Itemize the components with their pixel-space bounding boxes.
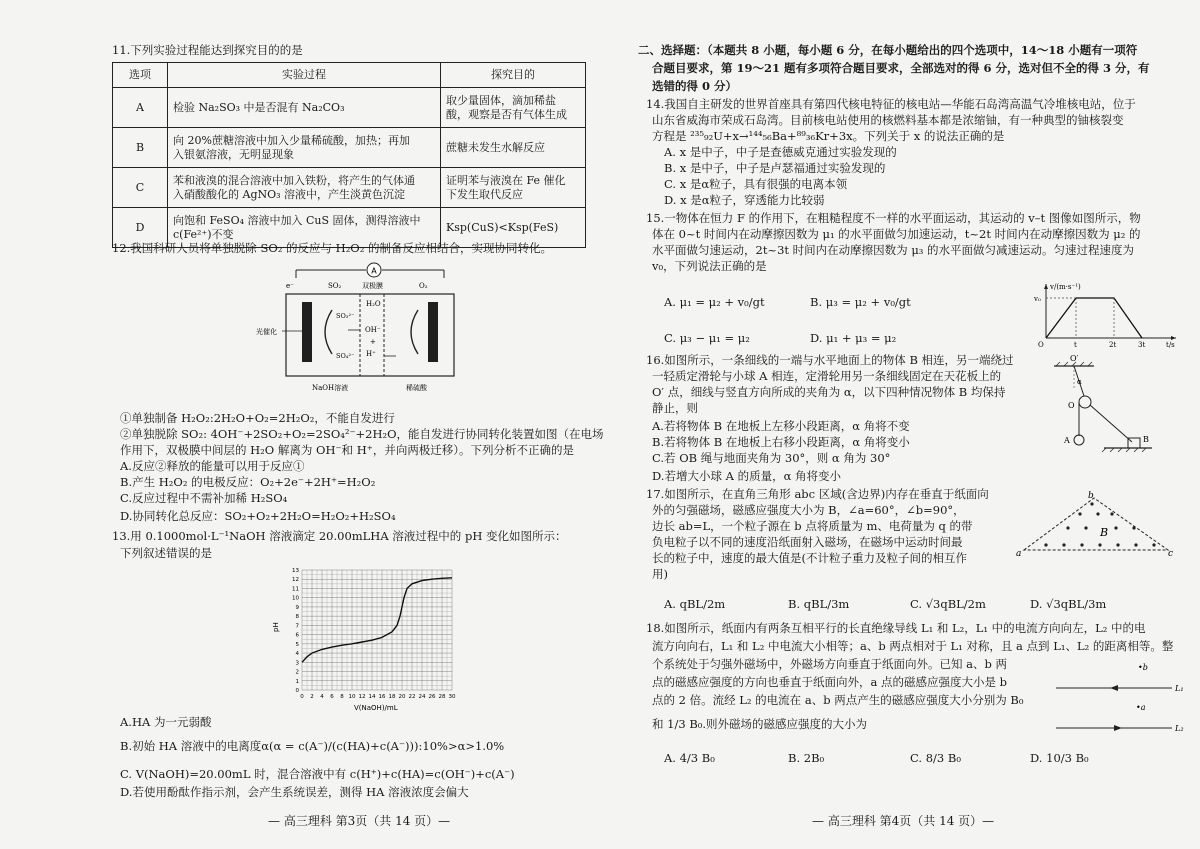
x-tick-label: 6 bbox=[330, 694, 334, 700]
cell-line: 酸，观察是否有气体生成 bbox=[446, 107, 567, 121]
table-header-row bbox=[113, 63, 586, 88]
x-tick-label: 28 bbox=[438, 694, 446, 700]
l1-label: L₁ bbox=[1175, 684, 1184, 693]
field-dot bbox=[1084, 526, 1087, 529]
q12-line-2: ②单独脱除 SO₂: 4OH⁻+2SO₂+O₂=2SO₄²⁻+2H₂O，能自发进行协同转化装置如图（在电场 bbox=[120, 427, 604, 441]
q15-option-b: B. μ₃ = μ₂ + v₀/gt bbox=[810, 295, 911, 309]
field-dot bbox=[1062, 543, 1065, 546]
cell-line: 下发生取代反应 bbox=[446, 187, 523, 201]
section-header-1: 二、选择题：（本题共 8 小题，每小题 6 分，在每小题给出的四个选项中，14～18 小题有一项符 bbox=[638, 43, 1138, 57]
cell-line: c(Fe²⁺)不变 bbox=[173, 227, 234, 241]
naoh-label: NaOH溶液 bbox=[312, 384, 349, 392]
q17-line-2: 外的匀强磁场，磁感应强度大小为 B，∠a=60°，∠b=90°， bbox=[652, 503, 965, 517]
x-tick-label: 18 bbox=[388, 694, 396, 700]
q16-line-3: O′ 点，细线与竖直方向所成的夹角为 α，以下四种情况物体 B 均保持 bbox=[652, 385, 1006, 399]
field-dots bbox=[1044, 502, 1155, 546]
q16-option-a: A.若将物体 B 在地板上左移小段距离，α 角将不变 bbox=[652, 419, 910, 433]
y-tick-label: 3 bbox=[295, 660, 299, 667]
table-row bbox=[113, 88, 586, 128]
q18-wires-diagram bbox=[1048, 660, 1188, 740]
field-dot bbox=[1066, 526, 1069, 529]
x-tick-label: 24 bbox=[418, 694, 426, 700]
field-dot bbox=[1078, 512, 1081, 515]
v-axis-label: v/(m·s⁻¹) bbox=[1050, 283, 1081, 291]
chart-grid bbox=[302, 570, 452, 690]
q13-option-d: D.若使用酚酞作指示剂，会产生系统误差，测得 HA 溶液浓度会偏大 bbox=[120, 785, 469, 799]
y-tick-label: 8 bbox=[295, 614, 299, 621]
left-electrode bbox=[302, 302, 312, 362]
q15-option-c: C. μ₃ − μ₁ = μ₂ bbox=[664, 331, 750, 345]
xlabel: V(NaOH)/mL bbox=[354, 704, 398, 712]
q12-title: 12.我国科研人员将单独脱除 SO₂ 的反应与 H₂O₂ 的制备反应相结合，实现协同转化。 bbox=[112, 241, 553, 255]
q15-line-1: 15.一物体在恒力 F 的作用下，在粗糙程度不一样的水平面运动，其运动的 v–t 图像如图所示，物 bbox=[646, 211, 1141, 225]
goal-cell bbox=[441, 128, 586, 168]
q18-option-b: B. 2B₀ bbox=[788, 751, 825, 765]
q13-option-c: C. V(NaOH)=20.00mL 时，混合溶液中有 c(H⁺)+c(HA)=c(OH⁻)+c(A⁻) bbox=[120, 767, 515, 781]
q16-option-c: C.若 OB 绳与地面夹角为 30°，则 α 角为 30° bbox=[652, 451, 891, 465]
q16-option-d: D.若增大小球 A 的质量，α 角将变小 bbox=[652, 469, 842, 483]
field-dot bbox=[1096, 512, 1099, 515]
right-electrode bbox=[428, 302, 438, 362]
o2-label: O₂ bbox=[419, 282, 428, 290]
y-tick-label: 1 bbox=[295, 678, 299, 685]
q13-titration-chart bbox=[272, 562, 472, 712]
hydroxide-label: OH⁻ bbox=[365, 326, 381, 334]
goal-cell bbox=[441, 88, 586, 128]
field-dot bbox=[1132, 526, 1135, 529]
q13-line-2: 下列叙述错误的是 bbox=[120, 546, 212, 560]
x-tick-label: 8 bbox=[340, 694, 344, 700]
q18-option-c: C. 8/3 B₀ bbox=[910, 751, 961, 765]
q12-option-a: A.反应②释放的能量可以用于反应① bbox=[120, 459, 305, 473]
triangle-abc bbox=[1024, 498, 1168, 550]
cell-line: 入银氨溶液，无明显现象 bbox=[173, 147, 294, 161]
footer-page-3: — 高三理科 第3页（共 14 页）— bbox=[268, 814, 451, 828]
q15-option-a: A. μ₁ = μ₂ + v₀/gt bbox=[664, 295, 765, 309]
section-header-3: 选错的得 0 分） bbox=[652, 79, 738, 93]
t2-label: 2t bbox=[1109, 341, 1117, 349]
field-dot bbox=[1098, 543, 1101, 546]
point-b-label: •b bbox=[1138, 663, 1148, 672]
origin-label: O bbox=[1038, 341, 1044, 349]
q13-option-b: B.初始 HA 溶液中的电离度α(α = c(A⁻)/(c(HA)+c(A⁻))):10%>α>1.0% bbox=[120, 739, 505, 753]
t-axis-label: t/s bbox=[1166, 341, 1175, 349]
membrane-label: 双极膜 bbox=[362, 282, 383, 290]
x-tick-label: 16 bbox=[378, 694, 386, 700]
q15-vt-graph bbox=[1032, 280, 1182, 350]
field-dot bbox=[1090, 502, 1093, 505]
q14-line-2: 山东省威海市荣成石岛湾。目前核电站使用的核燃料基本都是浓缩铀，有一种典型的铀核裂变 bbox=[652, 113, 1124, 127]
cell-line: 入硝酸酸化的 AgNO₃ 溶液中，产生淡黄色沉淀 bbox=[173, 187, 406, 201]
y-tick-label: 4 bbox=[295, 651, 299, 658]
table-row bbox=[113, 128, 586, 168]
q18-option-d: D. 10/3 B₀ bbox=[1030, 751, 1089, 765]
cell-line: 检验 Na₂SO₃ 中是否混有 Na₂CO₃ bbox=[173, 100, 345, 114]
q16-line-1: 16.如图所示，一条细线的一端与水平地面上的物体 B 相连，另一端绕过 bbox=[646, 353, 1014, 367]
footer-page-4: — 高三理科 第4页（共 14 页）— bbox=[812, 814, 995, 828]
q12-option-c: C.反应过程中不需补加稀 H₂SO₄ bbox=[120, 491, 288, 505]
field-dot bbox=[1116, 543, 1119, 546]
table-row bbox=[113, 168, 586, 208]
ylabel: pH bbox=[272, 622, 280, 632]
field-dot bbox=[1044, 543, 1047, 546]
q16-option-b: B.若将物体 B 在地板上右移小段距离，α 角将变小 bbox=[652, 435, 910, 449]
point-a-label: •a bbox=[1136, 703, 1146, 712]
q15-line-3: 水平面做匀速运动，2t~3t 时间内在动摩擦因数为 μ₃ 的水平面做匀减速运动。匀速过程速度为 bbox=[652, 243, 1135, 257]
field-dot bbox=[1152, 543, 1155, 546]
q14-line-1: 14.我国自主研发的世界首座具有第四代核电特征的核电站—华能石岛湾高温气冷堆核电站，位于 bbox=[646, 97, 1136, 111]
so2-label: SO₂ bbox=[328, 282, 342, 290]
q15-line-4: v₀，下列说法正确的是 bbox=[652, 259, 767, 273]
y-tick-label: 5 bbox=[295, 641, 299, 648]
cell-line: 证明苯与液溴在 Fe 催化 bbox=[446, 173, 566, 187]
y-tick-label: 11 bbox=[292, 586, 299, 593]
option-cell: D bbox=[113, 208, 168, 248]
q17-option-d: D. √3qBL/3m bbox=[1030, 597, 1107, 611]
q12-device-diagram bbox=[256, 258, 466, 398]
chart-ticks bbox=[292, 568, 456, 700]
alpha-label: α bbox=[1077, 378, 1082, 386]
q18-line-6: 和 1/3 B₀.则外磁场的磁感应强度的大小为 bbox=[652, 717, 868, 731]
cell-line: 苯和液溴的混合溶液中加入铁粉，将产生的气体通 bbox=[173, 173, 415, 187]
q18-line-1: 18.如图所示，纸面内有两条互相平行的长直绝缘导线 L₁ 和 L₂，L₁ 中的电流方向向左，L₂ 中的电 bbox=[646, 621, 1146, 635]
header-goal: 探究目的 bbox=[441, 63, 586, 88]
x-tick-label: 20 bbox=[398, 694, 406, 700]
q13-line-1: 13.用 0.1000mol·L⁻¹NaOH 溶液滴定 20.00mLHA 溶液过程中的 pH 变化如图所示： bbox=[112, 529, 567, 543]
section-header-2: 合题目要求，第 19～21 题有多项符合题目要求，全部选对的得 6 分，选对但不全的得 3 分，有 bbox=[652, 61, 1150, 75]
q16-line-2: 一轻质定滑轮与小球 A 相连，定滑轮用另一条细线固定在天花板上的 bbox=[652, 369, 1002, 383]
electron-label: e⁻ bbox=[286, 282, 294, 290]
y-tick-label: 7 bbox=[295, 623, 299, 630]
vt-line bbox=[1046, 298, 1142, 338]
q17-line-4: 负电粒子以不同的速度沿纸面射入磁场，在磁场中运动时间最 bbox=[652, 535, 963, 549]
x-tick-label: 10 bbox=[348, 694, 356, 700]
x-tick-label: 2 bbox=[310, 694, 314, 700]
q17-line-3: 边长 ab=L，一个粒子源在 b 点将质量为 m、电荷量为 q 的带 bbox=[652, 519, 973, 533]
q17-line-1: 17.如图所示，在直角三角形 abc 区域(含边界)内存在垂直于纸面向 bbox=[646, 487, 989, 501]
q12-option-b: B.产生 H₂O₂ 的电极反应：O₂+2e⁻+2H⁺=H₂O₂ bbox=[120, 475, 376, 489]
q17-option-c: C. √3qBL/2m bbox=[910, 597, 986, 611]
option-cell: B bbox=[113, 128, 168, 168]
x-tick-label: 30 bbox=[448, 694, 456, 700]
x-tick-label: 14 bbox=[368, 694, 376, 700]
y-tick-label: 10 bbox=[292, 595, 299, 602]
x-tick-label: 22 bbox=[408, 694, 416, 700]
water-label: H₂O bbox=[366, 300, 381, 308]
q12-option-d: D.协同转化总反应：SO₂+O₂+2H₂O=H₂O₂+H₂SO₄ bbox=[120, 509, 396, 523]
q11-title: 11.下列实验过程能达到探究目的的是 bbox=[112, 43, 303, 57]
l2-label: L₂ bbox=[1175, 724, 1184, 733]
t3-label: 3t bbox=[1138, 341, 1146, 349]
q17-line-6: 用) bbox=[652, 567, 668, 581]
process-cell bbox=[168, 128, 441, 168]
goal-cell bbox=[441, 168, 586, 208]
q14-option-d: D. x 是α粒子，穿透能力比较弱 bbox=[664, 193, 825, 207]
y-tick-label: 12 bbox=[292, 577, 299, 584]
q17-option-a: A. qBL/2m bbox=[664, 597, 726, 611]
cell-line: 向饱和 FeSO₄ 溶液中加入 CuS 固体，测得溶液中 bbox=[173, 213, 421, 227]
q18-line-4: 点的磁感应强度的方向也垂直于纸面向外，a 点的磁感应强度大小是 b bbox=[652, 675, 1008, 689]
vertex-a-label: a bbox=[1016, 549, 1022, 559]
proton-label: H⁺ bbox=[366, 350, 376, 358]
q16-pulley-diagram bbox=[1044, 352, 1154, 462]
x-tick-label: 4 bbox=[320, 694, 324, 700]
field-dot bbox=[1080, 543, 1083, 546]
y-tick-label: 6 bbox=[295, 632, 299, 639]
field-dot bbox=[1134, 543, 1137, 546]
process-cell bbox=[168, 88, 441, 128]
ball-a-icon bbox=[1074, 435, 1084, 445]
o-label: O bbox=[1068, 401, 1075, 410]
vertex-c-label: c bbox=[1168, 549, 1174, 559]
q14-option-c: C. x 是α粒子，具有很强的电离本领 bbox=[664, 177, 848, 191]
q17-option-b: B. qBL/3m bbox=[788, 597, 850, 611]
x-tick-label: 12 bbox=[358, 694, 366, 700]
plus-label: + bbox=[370, 338, 376, 346]
o-prime-label: O′ bbox=[1070, 354, 1079, 363]
cell-line: Ksp(CuS)<Ksp(FeS) bbox=[446, 220, 559, 234]
a-label: A bbox=[1064, 436, 1070, 445]
q12-line-1: ①单独制备 H₂O₂:2H₂O+O₂=2H₂O₂，不能自发进行 bbox=[120, 411, 395, 425]
so4-label: SO₄²⁻ bbox=[336, 352, 355, 360]
q14-option-b: B. x 是中子，中子是卢瑟福通过实验发现的 bbox=[664, 161, 886, 175]
y-tick-label: 0 bbox=[295, 688, 299, 694]
q14-line-3: 方程是 ²³⁵₉₂U+x→¹⁴⁴₅₆Ba+⁸⁹₃₆Kr+3x。下列关于 x 的说法正确的是 bbox=[652, 129, 1005, 143]
x-tick-label: 26 bbox=[428, 694, 436, 700]
q12-line-3: 作用下，双极膜中间层的 H₂O 解离为 OH⁻和 H⁺，并向两极迁移）。下列分析不正确的是 bbox=[120, 443, 575, 457]
q18-line-5: 点的 2 倍。流经 L₂ 的电流在 a、b 两点产生的磁感应强度大小分别为 B₀ bbox=[652, 693, 1024, 707]
t1-label: t bbox=[1074, 341, 1077, 349]
q15-line-2: 体在 0~t 时间内在动摩擦因数为 μ₁ 的水平面做匀加速运动，t~2t 时间内在动摩擦因数为 μ₂ 的 bbox=[652, 227, 1141, 241]
q14-option-a: A. x 是中子，中子是查德威克通过实验发现的 bbox=[664, 145, 897, 159]
cell-line: 取少量固体，滴加稀盐 bbox=[446, 93, 556, 107]
vertex-b-label: b bbox=[1088, 491, 1094, 501]
q16-line-4: 静止，则 bbox=[652, 401, 698, 415]
q18-line-2: 流方向向右，L₁ 和 L₂ 中电流大小相等；a、b 两点相对于 L₁ 对称，且 a 点到 L₁、L₂ 的距离相等。整 bbox=[652, 639, 1174, 653]
option-cell: A bbox=[113, 88, 168, 128]
process-cell bbox=[168, 168, 441, 208]
option-cell: C bbox=[113, 168, 168, 208]
so3-label: SO₃²⁻ bbox=[336, 312, 355, 320]
y-tick-label: 2 bbox=[295, 669, 299, 676]
photocatalysis-label: 光催化 bbox=[256, 328, 277, 336]
ammeter-label: A bbox=[371, 266, 377, 276]
q11-table bbox=[112, 62, 586, 248]
cell-line: 向 20%蔗糖溶液中加入少量稀硫酸，加热；再加 bbox=[173, 133, 410, 147]
q15-option-d: D. μ₁ + μ₃ = μ₂ bbox=[810, 331, 897, 345]
x-tick-label: 0 bbox=[300, 694, 304, 700]
q13-option-a: A.HA 为一元弱酸 bbox=[120, 715, 212, 729]
q17-triangle-diagram bbox=[1016, 490, 1176, 562]
v0-label: v₀ bbox=[1034, 295, 1041, 303]
q18-line-3: 个系统处于匀强外磁场中，外磁场方向垂直于纸面向外。已知 a、b 两 bbox=[652, 657, 1008, 671]
header-option: 选项 bbox=[113, 63, 168, 88]
b-label: B bbox=[1143, 435, 1149, 444]
sulfuric-acid-label: 稀硫酸 bbox=[406, 384, 427, 392]
field-b-label: B bbox=[1100, 526, 1109, 539]
header-process: 实验过程 bbox=[168, 63, 441, 88]
q18-option-a: A. 4/3 B₀ bbox=[664, 751, 715, 765]
cell-line: 蔗糖未发生水解反应 bbox=[446, 140, 545, 154]
field-dot bbox=[1114, 526, 1117, 529]
pulley-icon bbox=[1079, 396, 1091, 408]
y-tick-label: 9 bbox=[295, 604, 299, 611]
field-dot bbox=[1110, 512, 1113, 515]
y-tick-label: 13 bbox=[292, 568, 299, 574]
q17-line-5: 长的粒子中，速度的最大值是(不计粒子重力及粒子间的相互作 bbox=[652, 551, 967, 565]
